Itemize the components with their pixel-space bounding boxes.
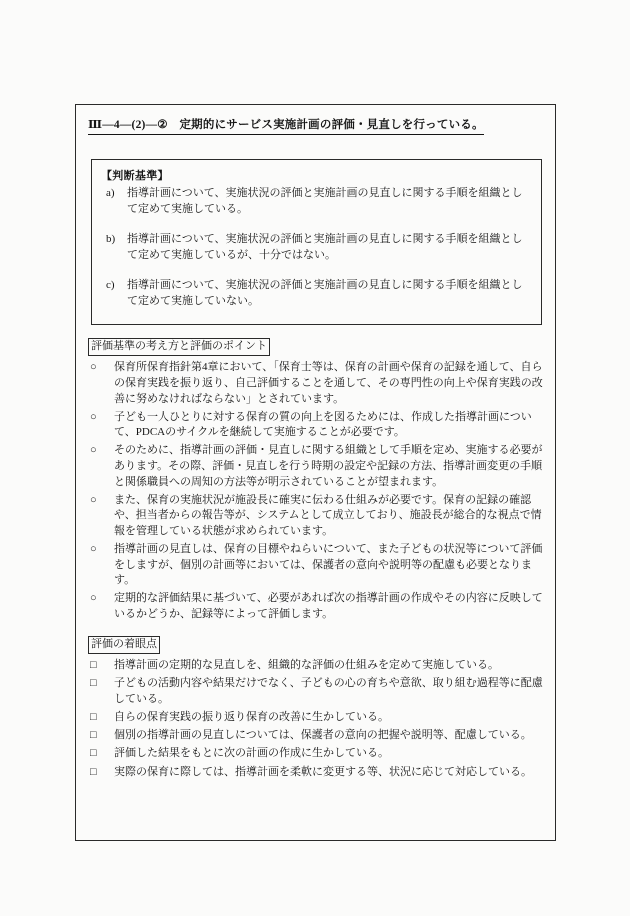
circle-bullet-icon: ○ [90,410,97,423]
judgment-criteria-box [91,159,542,325]
checkbox-icon: □ [90,729,97,742]
focus-section-heading: 評価の着眼点 [88,636,160,655]
list-item-text: また、保育の実施状況が施設長に確実に伝わる仕組みが必要です。保育の記録の確認や、担当者からの報告等が、システムとして成立しており、施設長が総合的な視点で情報を管理している状態が求められています。 [114,493,542,537]
judgment-item [101,232,531,263]
list-item [88,360,544,407]
judgment-item-text: 指導計画について、実施状況の評価と実施計画の見直しに関する手順を組織として定めて実施している。 [127,186,523,215]
list-item-text: そのために、指導計画の評価・見直しに関する組織として手順を定め、実施する必要があります。その際、評価・見直しを行う時期の設定や記録の方法、指導計画変更の手順と関係職員への周知の方法等が明示されていることが望まれます。 [114,444,543,488]
checkbox-icon: □ [90,765,97,778]
circle-bullet-icon: ○ [90,444,97,457]
list-item-text: 定期的な評価結果に基づいて、必要があれば次の指導計画の作成やその内容に反映しているかどうか、記録等によって評価します。 [114,592,543,620]
list-item [88,728,544,744]
list-item-text: 自らの保育実践の振り返り保育の改善に生かしている。 [114,711,389,724]
list-item [88,493,544,540]
section-title: Ⅲ―4―(2)―② 定期的にサービス実施計画の評価・見直しを行っている。 [88,118,484,135]
checkbox-icon: □ [90,711,97,724]
list-item-text: 評価した結果をもとに次の計画の作成に生かしている。 [114,747,389,760]
list-item-text: 子ども一人ひとりに対する保育の質の向上を図るためには、作成した指導計画について、PDCAのサイクルを継続して実施することが必要です。 [114,410,532,439]
list-item-text: 保育所保育指針第4章において、「保育士等は、保育の計画や保育の記録を通して、自らの保育実践を振り返り、自己評価することを通して、その専門性の向上や保育実践の改善に努めなければならない」とされています。 [114,361,543,405]
list-item-text: 指導計画の定期的な見直しを、組織的な評価の仕組みを定めて実施している。 [114,659,499,672]
judgment-item-label: b) [106,233,116,246]
circle-bullet-icon: ○ [90,592,97,605]
list-item [88,710,544,726]
list-item-text: 子どもの活動内容や結果だけでなく、子どもの心の育ちや意欲、取り組む過程等に配慮している。 [114,677,543,706]
circle-bullet-icon: ○ [90,543,97,556]
circle-bullet-icon: ○ [90,493,97,506]
checkbox-icon: □ [90,659,97,672]
judgment-item-label: a) [106,186,115,199]
points-list [88,360,544,622]
list-item [88,765,544,781]
judgment-item-text: 指導計画について、実施状況の評価と実施計画の見直しに関する手順を組織として定めて実施していない。 [127,279,523,307]
list-item [88,591,544,622]
judgment-item [101,186,531,217]
list-item [88,658,544,674]
list-item [88,410,544,441]
judgment-heading: 【判断基準】 [101,169,169,182]
circle-bullet-icon: ○ [90,361,97,374]
list-item-text: 指導計画の見直しは、保育の目標やねらいについて、また子どもの状況等について評価をしますが、個別の計画等においては、保護者の意向や説明等の配慮も必要となります。 [114,543,543,587]
list-item [88,542,544,589]
focus-list [88,658,544,780]
list-item [88,676,544,707]
points-section-heading: 評価基準の考え方と評価のポイント [88,338,270,357]
document-frame [75,104,556,841]
list-item [88,746,544,762]
list-item [88,443,544,490]
judgment-item [101,278,531,309]
list-item-text: 個別の指導計画の見直しについては、保護者の意向の把握や説明等、配慮している。 [114,729,532,742]
judgment-item-text: 指導計画について、実施状況の評価と実施計画の見直しに関する手順を組織として定めて実施しているが、十分ではない。 [127,233,523,261]
list-item-text: 実際の保育に際しては、指導計画を柔軟に変更する等、状況に応じて対応している。 [114,765,532,778]
checkbox-icon: □ [90,677,97,690]
checkbox-icon: □ [90,747,97,760]
judgment-item-label: c) [106,279,115,292]
